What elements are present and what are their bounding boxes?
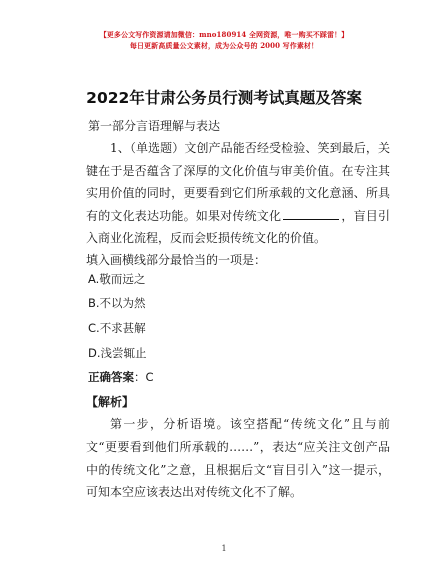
section-heading: 第一部分言语理解与表达 <box>88 119 221 133</box>
option-c-label: C. <box>88 321 100 335</box>
correct-answer-value: C <box>145 370 154 384</box>
option-c-text: 不求甚解 <box>99 321 146 335</box>
option-a-label: A. <box>88 272 100 286</box>
question-prompt: 填入画横线部分最恰当的一项是： <box>86 253 267 267</box>
option-b <box>88 292 146 315</box>
answer-blank <box>283 209 339 220</box>
option-b-text: 不以为然 <box>99 296 146 310</box>
option-a-text: 敬而远之 <box>99 272 146 286</box>
question-text-before: 1、（单选题）文创产品能否经受检验、笑到最后，关键在于是否蕴含了深厚的文化价值与审美价值。在专注其实用价值的同时，更要看到它们所承载的文化意涵、所具有的文化表达功能。如果对传统文化 <box>86 141 390 223</box>
document-title: 2022年甘肃公务员行测考试真题及答案 <box>86 89 362 107</box>
option-d <box>88 342 147 365</box>
option-d-text: 浅尝辄止 <box>100 346 147 360</box>
option-a <box>88 268 145 291</box>
analysis-body: 第一步，分析语境。该空搭配“传统文化”且与前文“更要看到他们所承载的……”，表达“应关注文创产品中的传统文化”之意，且根据后文“盲目引入”这一提示，可知本空应该表达出对传统文化不了解。 <box>86 417 390 500</box>
correct-answer <box>88 366 154 389</box>
option-b-label: B. <box>88 296 100 310</box>
analysis-text <box>86 413 390 504</box>
page-number: 1 <box>221 544 227 553</box>
promo-header-line1: 【更多公文写作资源请加微信：mno180914 全网资源，唯一购买不踩雷！】 <box>99 30 349 39</box>
promo-header-line2: 每日更新高质量公文素材，成为公众号的 2000 写作素材！ <box>129 41 319 50</box>
option-d-label: D. <box>88 346 101 360</box>
question-text <box>86 137 390 250</box>
analysis-heading: 【解析】 <box>86 395 135 409</box>
question-text-after: ，盲目引入商业化流程，反而会贬损传统文化的价值。 <box>86 208 390 245</box>
option-c <box>88 317 146 340</box>
correct-answer-sep: ： <box>134 370 146 384</box>
correct-answer-label: 正确答案 <box>88 370 134 384</box>
